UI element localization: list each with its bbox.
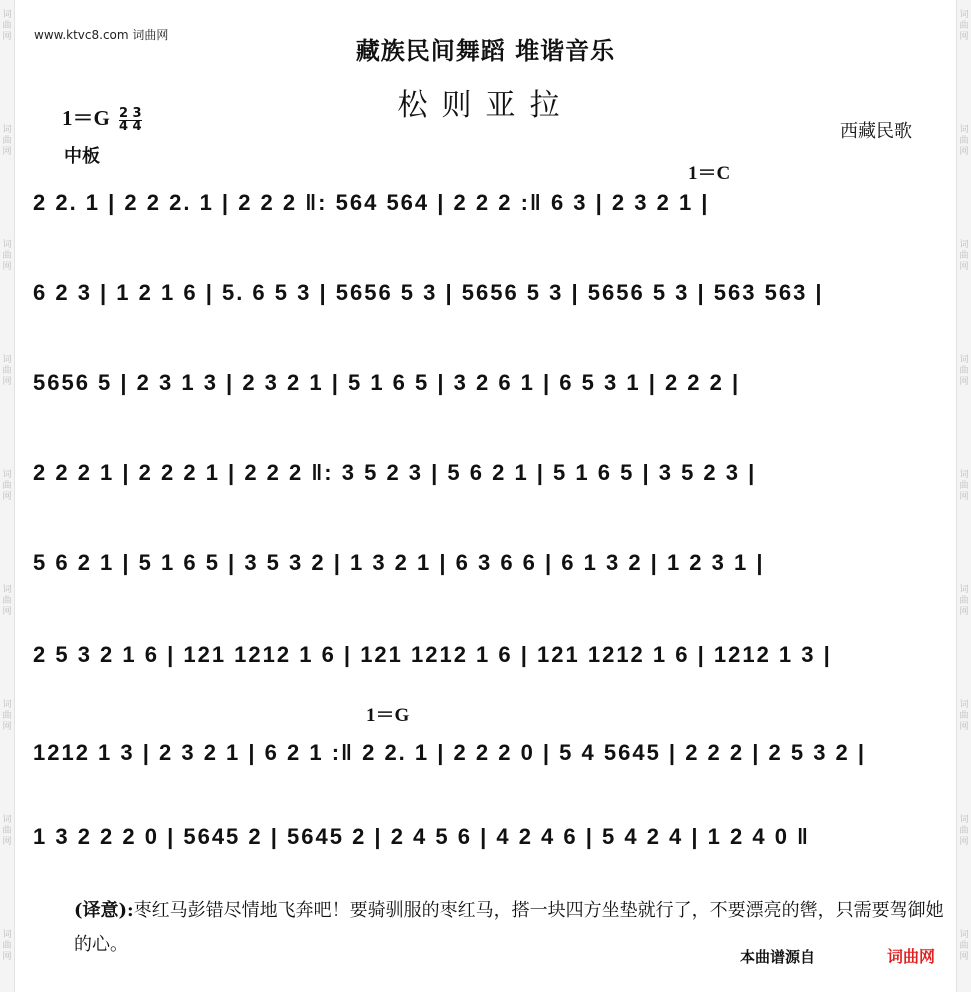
staff-notes: 6 2 3 | 1 2 1 6 | 5. 6 5 3 | 5656 5 3 | 5656 5 3 | 5656 5 3 | 563 563 |	[33, 280, 824, 305]
translation-text: 枣红马彭错尽情地飞奔吧！要骑驯服的枣红马，搭一块四方坐垫就行了，不要漂亮的辔，只需要驾御她的心。	[74, 900, 944, 955]
key-label: 1＝G	[62, 106, 110, 130]
side-watermark-text: 词 曲 网	[2, 125, 12, 157]
side-watermark-text: 词 曲 网	[2, 700, 12, 732]
side-watermark-text: 词 曲 网	[959, 930, 969, 962]
side-watermark-text: 词 曲 网	[959, 240, 969, 272]
staff-line-6	[33, 642, 938, 702]
key-change-c: 1＝C	[688, 163, 731, 184]
side-watermark-text: 词 曲 网	[959, 815, 969, 847]
time-signature	[119, 108, 142, 133]
staff-notes: 1 3 2 2 2 0 | 5645 2 | 5645 2 | 2 4 5 6 | 4 2 4 6 | 5 4 2 4 | 1 2 4 0 ‖	[33, 824, 811, 849]
staff-notes: 2 2 2 1 | 2 2 2 1 | 2 2 2 ‖: 3 5 2 3 | 5 6 2 1 | 5 1 6 5 | 3 5 2 3 |	[33, 460, 757, 485]
side-watermark-text: 词 曲 网	[2, 355, 12, 387]
side-watermark-text: 词 曲 网	[959, 125, 969, 157]
staff-line-5	[33, 550, 938, 610]
staff-line-2	[33, 280, 938, 340]
page-title: 藏族民间舞蹈 堆谐音乐	[355, 36, 616, 65]
side-watermark-text: 词 曲 网	[2, 930, 12, 962]
right-watermark-strip	[956, 0, 971, 992]
key-change-g: 1＝G	[366, 705, 410, 726]
side-watermark-text: 词 曲 网	[959, 470, 969, 502]
song-origin: 西藏民歌	[840, 121, 912, 142]
staff-line-7	[33, 740, 938, 800]
site-logo[interactable]: 词曲网	[887, 947, 936, 966]
staff-line-3	[33, 370, 938, 430]
song-title: 松则亚拉	[397, 88, 574, 123]
side-watermark-text: 词 曲 网	[2, 815, 12, 847]
time-signature-bottom: 4 4	[118, 119, 142, 134]
side-watermark-text: 词 曲 网	[959, 355, 969, 387]
side-watermark-text: 词 曲 网	[2, 10, 12, 42]
side-watermark-text: 词 曲 网	[959, 700, 969, 732]
staff-line-8	[33, 824, 938, 884]
side-watermark-text: 词 曲 网	[2, 240, 12, 272]
translation-label: (译意):	[74, 900, 134, 921]
side-watermark-text: 词 曲 网	[2, 585, 12, 617]
key-signature	[62, 102, 142, 133]
time-signature-top: 2 3	[118, 106, 142, 121]
staff-line-4	[33, 460, 938, 520]
staff-notes: 5656 5 | 2 3 1 3 | 2 3 2 1 | 5 1 6 5 | 3 2 6 1 | 6 5 3 1 | 2 2 2 |	[33, 370, 741, 395]
staff-notes: 1212 1 3 | 2 3 2 1 | 6 2 1 :‖ 2 2. 1 | 2 2 2 0 | 5 4 5645 | 2 2 2 | 2 5 3 2 |	[33, 740, 867, 765]
staff-notes: 5 6 2 1 | 5 1 6 5 | 3 5 3 2 | 1 3 2 1 | 6 3 6 6 | 6 1 3 2 | 1 2 3 1 |	[33, 550, 765, 575]
staff-notes: 2 5 3 2 1 6 | 121 1212 1 6 | 121 1212 1 6 | 121 1212 1 6 | 1212 1 3 |	[33, 642, 832, 667]
site-url[interactable]: www.ktvc8.com 词曲网	[34, 28, 169, 42]
staff-line-1	[33, 190, 938, 250]
tempo-marking: 中板	[64, 146, 100, 167]
side-watermark-text: 词 曲 网	[2, 470, 12, 502]
side-watermark-text: 词 曲 网	[959, 10, 969, 42]
side-watermark-text: 词 曲 网	[959, 585, 969, 617]
left-watermark-strip	[0, 0, 15, 992]
staff-notes: 2 2. 1 | 2 2 2. 1 | 2 2 2 ‖: 564 564 | 2 2 2 :‖ 6 3 | 2 3 2 1 |	[33, 190, 710, 215]
source-label: 本曲谱源自	[740, 948, 816, 966]
